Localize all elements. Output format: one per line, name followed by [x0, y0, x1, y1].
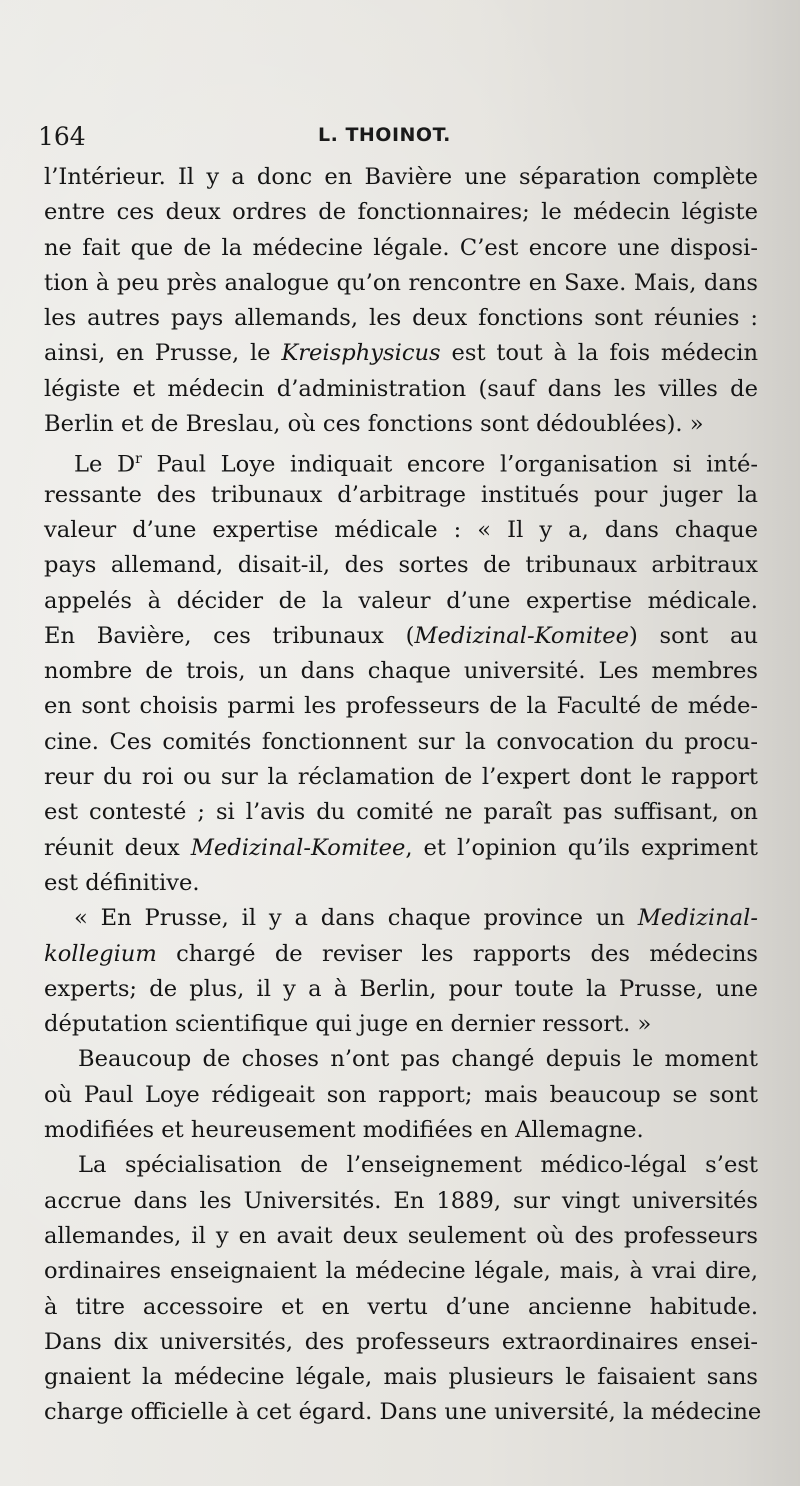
text-line: La spécialisation de l’enseignement médico-légal s’est [78, 1152, 758, 1179]
text-line: pays allemand, disait-il, des sortes de tribunaux arbitraux [44, 552, 758, 579]
text-line: nombre de trois, un dans chaque université. Les membres [44, 658, 758, 685]
text-line: réunit deux Medizinal-Komitee, et l’opinion qu’ils expriment [44, 834, 759, 861]
text-line: Dans dix universités, des professeurs extraordinaires ensei- [44, 1328, 758, 1355]
text-line: En Bavière, ces tribunaux (Medizinal-Komitee) sont au [44, 622, 759, 649]
text-line: charge officielle à cet égard. Dans une université, la médecine [44, 1399, 762, 1426]
text-line: les autres pays allemands, les deux fonctions sont réunies : [44, 305, 758, 332]
running-head: L. THOINOT. [318, 124, 451, 146]
text-line: kollegium chargé de reviser les rapports des médecins [44, 940, 758, 967]
text-line: accrue dans les Universités. En 1889, sur vingt universités [44, 1187, 758, 1214]
text-line: ressante des tribunaux d’arbitrage institués pour juger la [44, 481, 758, 508]
text-line: est contesté ; si l’avis du comité ne paraît pas suffisant, on [44, 799, 758, 826]
text-line: appelés à décider de la valeur d’une expertise médicale. [44, 587, 758, 614]
text-line: à titre accessoire et en vertu d’une ancienne habitude. [44, 1293, 758, 1320]
text-line: en sont choisis parmi les professeurs de la Faculté de méde- [44, 693, 758, 720]
text-line: députation scientifique qui juge en dernier ressort. » [44, 1011, 652, 1038]
text-line: modifiées et heureusement modifiées en Allemagne. [44, 1117, 644, 1144]
body-text [44, 160, 762, 1431]
text-line: est définitive. [44, 869, 200, 896]
text-line: gnaient la médecine légale, mais plusieurs le faisaient sans [44, 1364, 758, 1391]
text-line: valeur d’une expertise médicale : « Il y a, dans chaque [44, 516, 758, 543]
text-line: tion à peu près analogue qu’on rencontre en Saxe. Mais, dans [44, 269, 758, 296]
text-line: ordinaires enseignaient la médecine légale, mais, à vrai dire, [44, 1258, 758, 1285]
page-number: 164 [38, 122, 86, 151]
text-line: ne fait que de la médecine légale. C’est encore une disposi- [44, 234, 758, 261]
text-line: où Paul Loye rédigeait son rapport; mais beaucoup se sont [44, 1081, 758, 1108]
text-line: « En Prusse, il y a dans chaque province un Medizinal- [74, 905, 758, 932]
text-line: reur du roi ou sur la réclamation de l’expert dont le rapport [44, 764, 758, 791]
text-line: ainsi, en Prusse, le Kreisphysicus est tout à la fois médecin [44, 340, 758, 367]
text-line: Beaucoup de choses n’ont pas changé depuis le moment [78, 1046, 758, 1073]
text-line: experts; de plus, il y a à Berlin, pour toute la Prusse, une [44, 975, 758, 1002]
text-line: Le $D^r$ Paul Loye indiquait encore l’organisation si inté- [74, 451, 758, 478]
text-line: légiste et médecin d’administration (sauf dans les villes de [44, 375, 758, 402]
text-line: l’Intérieur. Il y a donc en Bavière une séparation complète [44, 164, 758, 190]
text-line: entre ces deux ordres de fonctionnaires; le médecin légiste [44, 199, 758, 226]
text-line: cine. Ces comités fonctionnent sur la convocation du procu- [44, 728, 758, 755]
text-line: allemandes, il y en avait deux seulement où des professeurs [44, 1222, 758, 1249]
page-header [38, 120, 758, 156]
text-line: Berlin et de Breslau, où ces fonctions sont dédoublées). » [44, 411, 704, 438]
